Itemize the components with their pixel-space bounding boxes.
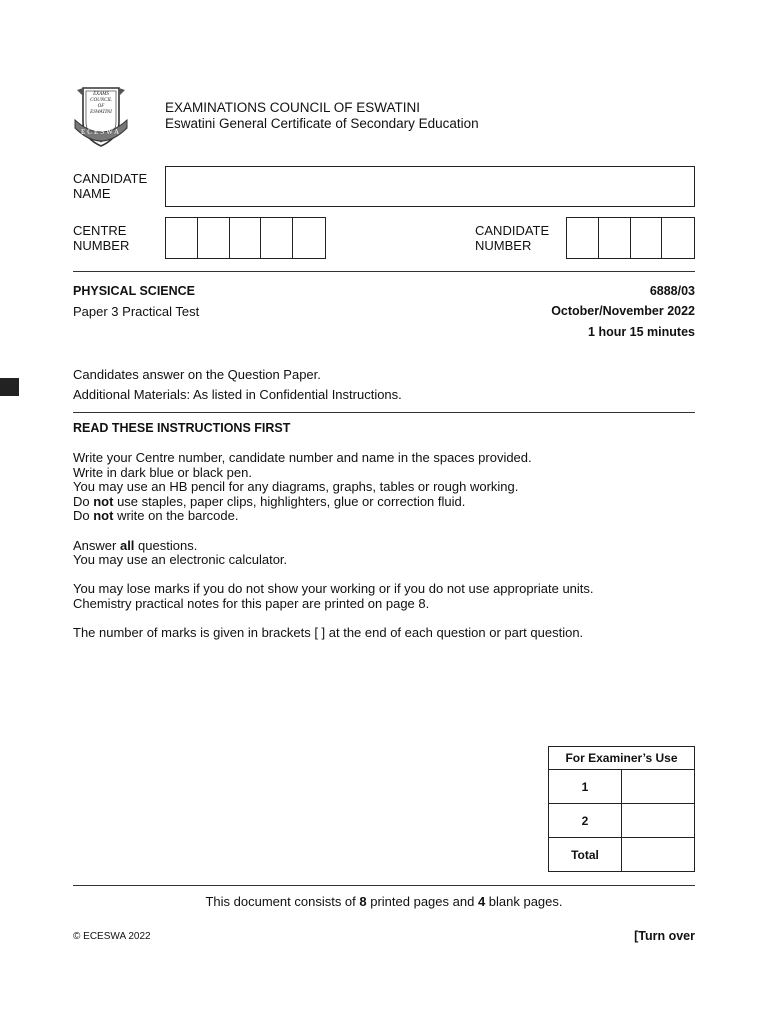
logo-line-3: OF — [97, 104, 105, 109]
centre-number-label: CENTRE NUMBER — [73, 223, 130, 253]
logo-line-4: ESWATINI — [90, 110, 112, 115]
logo-band-text: ECESWA — [81, 128, 121, 136]
examiner-use-header: For Examiner’s Use — [549, 747, 695, 770]
mark-cell[interactable] — [622, 770, 695, 804]
additional-materials-note: Additional Materials: As listed in Confidential Instructions. — [73, 387, 402, 402]
instruction-line: Chemistry practical notes for this paper are printed on page 8. — [73, 595, 430, 611]
page-edge-mark — [0, 378, 19, 396]
paper-code: 6888/03 — [649, 284, 695, 298]
instruction-line: The number of marks is given in brackets [ ] at the end of each question or part question. — [73, 625, 584, 641]
instruction-line: You may use an electronic calculator. — [73, 552, 288, 568]
centre-digit-box[interactable] — [261, 218, 293, 258]
subject-title: PHYSICAL SCIENCE — [73, 284, 196, 298]
instruction-line: You may use an HB pencil for any diagrams, graphs, tables or rough working. — [73, 479, 519, 495]
instructions-heading: READ THESE INSTRUCTIONS FIRST — [73, 421, 291, 435]
instructions-block — [73, 451, 695, 641]
centre-digit-box[interactable] — [293, 218, 325, 258]
candidate-digit-box[interactable] — [631, 218, 663, 258]
turn-over-note: [Turn over — [634, 929, 695, 943]
candidate-number-label: CANDIDATE NUMBER — [475, 223, 550, 253]
divider-top — [73, 271, 695, 272]
divider-instructions — [73, 412, 695, 413]
instruction-line: Do not use staples, paper clips, highlighters, glue or correction fluid. — [73, 493, 466, 509]
paper-title: Paper 3 Practical Test — [73, 304, 200, 319]
exam-duration: 1 hour 15 minutes — [588, 325, 695, 339]
instruction-line: You may lose marks if you do not show your working or if you do not use appropriate units. — [73, 581, 594, 597]
logo-line-2: COUNCIL — [90, 98, 112, 103]
candidate-digit-box[interactable] — [567, 218, 599, 258]
page-count-note: This document consists of 8 printed pages and 4 blank pages. — [205, 894, 563, 909]
instruction-line: Answer all questions. — [73, 537, 198, 553]
logo-line-1: EXAMS — [93, 92, 109, 97]
question-number-cell: 2 — [549, 804, 622, 838]
centre-number-boxes[interactable] — [165, 217, 326, 259]
candidate-number-boxes[interactable] — [566, 217, 695, 259]
candidate-digit-box[interactable] — [662, 218, 694, 258]
divider-footer — [73, 885, 695, 886]
eceswa-crest-logo — [73, 82, 129, 150]
answer-on-paper-note: Candidates answer on the Question Paper. — [73, 367, 321, 382]
centre-digit-box[interactable] — [230, 218, 262, 258]
centre-digit-box[interactable] — [198, 218, 230, 258]
certificate-title: Eswatini General Certificate of Secondary Education — [165, 116, 479, 131]
org-name: EXAMINATIONS COUNCIL OF ESWATINI — [165, 100, 421, 115]
instruction-line: Write in dark blue or black pen. — [73, 464, 252, 480]
exam-session: October/November 2022 — [551, 304, 695, 318]
copyright-notice: © ECESWA 2022 — [73, 931, 151, 942]
instruction-line: Write your Centre number, candidate number and name in the spaces provided. — [73, 450, 532, 465]
total-label-cell: Total — [549, 838, 622, 872]
instruction-line: Do not write on the barcode. — [73, 508, 239, 524]
candidate-name-label: CANDIDATE NAME — [73, 171, 148, 201]
centre-digit-box[interactable] — [166, 218, 198, 258]
mark-cell[interactable] — [622, 804, 695, 838]
question-number-cell: 1 — [549, 770, 622, 804]
candidate-digit-box[interactable] — [599, 218, 631, 258]
candidate-name-field[interactable] — [165, 166, 695, 207]
examiner-use-table — [548, 746, 695, 872]
total-mark-cell[interactable] — [622, 838, 695, 872]
